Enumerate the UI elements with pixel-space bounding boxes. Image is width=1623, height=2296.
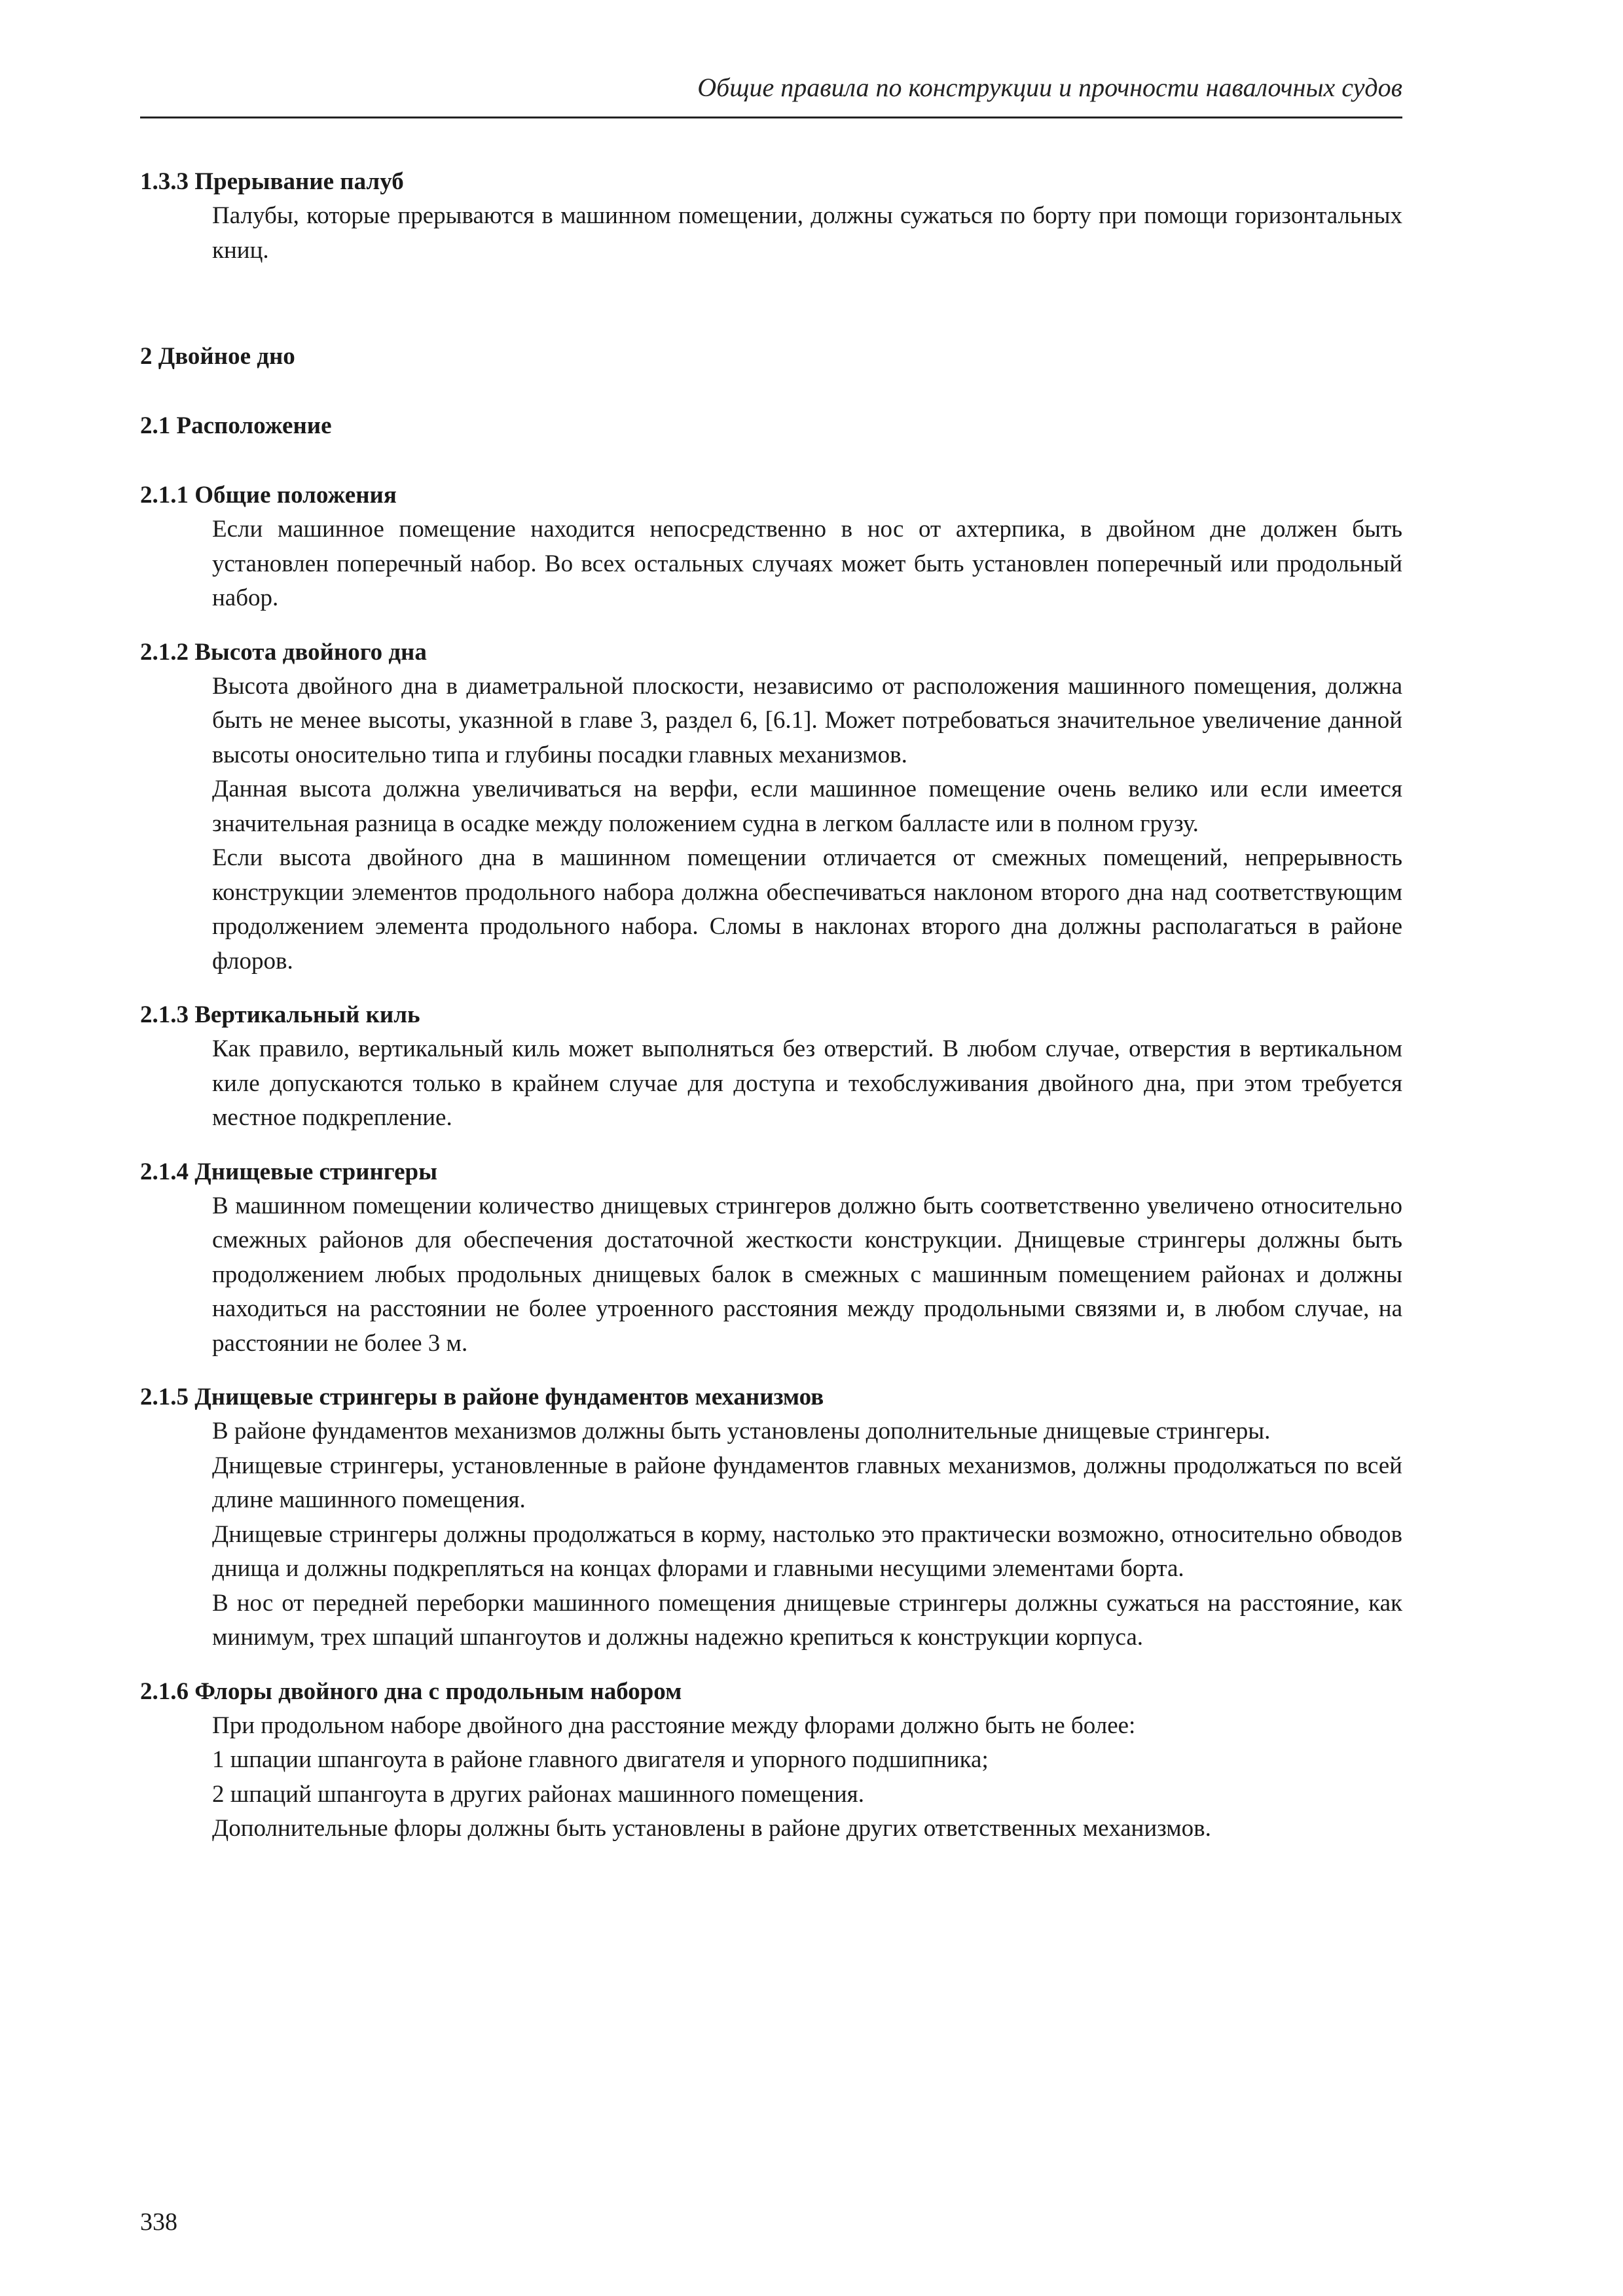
running-header: Общие правила по конструкции и прочности навалочных судов xyxy=(697,73,1402,102)
header-rule xyxy=(140,117,1402,118)
paragraph: Как правило, вертикальный киль может выполняться без отверстий. В любом случае, отверстия в вертикальном киле допускаются только в крайнем случае для доступа и техобслуживания двойного дна, при этом требуется местное подкрепление. xyxy=(212,1035,1402,1131)
spacer xyxy=(140,268,1402,340)
paragraph: Днищевые стрингеры должны продолжаться в корму, настолько это практически возможно, относительно обводов днища и должны подкрепляться на концах флорами и главными несущими элементами борта. xyxy=(212,1520,1402,1582)
spacer xyxy=(140,978,1402,998)
section-heading-2-1-5: 2.1.5 Днищевые стрингеры в районе фундаментов механизмов xyxy=(140,1384,824,1410)
page-content xyxy=(140,165,1402,1846)
chapter-heading-2: 2 Двойное дно xyxy=(140,343,295,370)
section-heading-2-1-4: 2.1.4 Днищевые стрингеры xyxy=(140,1158,438,1185)
spacer xyxy=(140,374,1402,409)
spacer xyxy=(140,616,1402,636)
paragraph: Если высота двойного дна в машинном помещении отличается от смежных помещений, непрерывность конструкции элементов продольного набора должна обеспечиваться наклоном второго дна над соответствующим продолжением элемента продольного набора. Сломы в наклонах второго дна должны располагаться в районе флоров. xyxy=(212,844,1402,975)
spacer xyxy=(140,1655,1402,1675)
paragraph: Дополнительные флоры должны быть установлены в районе других ответственных механизмов. xyxy=(212,1815,1211,1842)
page-number: 338 xyxy=(140,2208,177,2236)
paragraph: В машинном помещении количество днищевых стрингеров должно быть соответственно увеличено относительно смежных районов для обеспечения достаточной жесткости конструкции. Днищевые стрингеры должны быть продолжением любых продольных днищевых балок в смежных с машинным помещением районах и должны находиться на расстоянии не более утроенного расстояния между продольными связями и, в любом случае, на расстоянии не более 3 м. xyxy=(212,1192,1402,1357)
list-item: 1 шпации шпангоута в районе главного двигателя и упорного подшипника; xyxy=(212,1746,989,1773)
section-heading-2-1: 2.1 Расположение xyxy=(140,412,332,439)
paragraph: Данная высота должна увеличиваться на верфи, если машинное помещение очень велико или если имеется значительная разница в осадке между положением судна в легком балласте или в полном грузу. xyxy=(212,776,1402,837)
paragraph: Высота двойного дна в диаметральной плоскости, независимо от расположения машинного помещения, должна быть не менее высоты, указнной в главе 3, раздел 6, [6.1]. Может потребоваться значительное увеличение данной высоты оносительно типа и глубины посадки главных механизмов. xyxy=(212,672,1402,768)
spacer xyxy=(140,443,1402,478)
paragraph: Днищевые стрингеры, установленные в районе фундаментов главных механизмов, должны продолжаться по всей длине машинного помещения. xyxy=(212,1452,1402,1513)
section-heading-1-3-3: 1.3.3 Прерывание палуб xyxy=(140,168,404,195)
paragraph: В районе фундаментов механизмов должны быть установлены дополнительные днищевые стрингеры. xyxy=(212,1418,1271,1444)
spacer xyxy=(140,1136,1402,1155)
paragraph: Палубы, которые прерываются в машинном помещении, должны сужаться по борту при помощи горизонтальных книц. xyxy=(212,202,1402,264)
paragraph: При продольном наборе двойного дна расстояние между флорами должно быть не более: xyxy=(212,1712,1136,1739)
section-heading-2-1-6: 2.1.6 Флоры двойного дна с продольным набором xyxy=(140,1677,682,1705)
paragraph: Если машинное помещение находится непосредственно в нос от ахтерпика, в двойном дне должен быть установлен поперечный набор. Во всех остальных случаях может быть установлен поперечный или продольный набор. xyxy=(212,516,1402,611)
paragraph: В нос от передней переборки машинного помещения днищевые стрингеры должны сужаться на расстояние, как минимум, трех шпаций шпангоутов и должны надежно крепиться к конструкции корпуса. xyxy=(212,1589,1402,1651)
section-heading-2-1-1: 2.1.1 Общие положения xyxy=(140,482,397,509)
section-heading-2-1-2: 2.1.2 Высота двойного дна xyxy=(140,638,427,666)
list-item: 2 шпаций шпангоута в других районах машинного помещения. xyxy=(212,1780,864,1808)
spacer xyxy=(140,1361,1402,1380)
section-heading-2-1-3: 2.1.3 Вертикальный киль xyxy=(140,1001,420,1028)
